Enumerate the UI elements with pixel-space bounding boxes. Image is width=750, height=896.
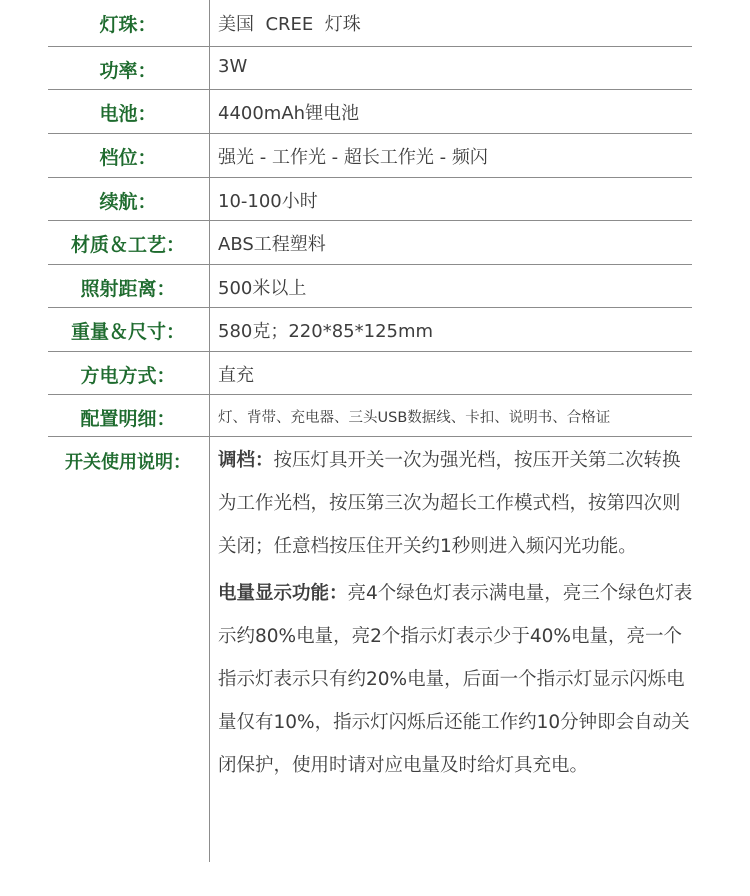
spec-value: 3W: [218, 56, 248, 77]
power-paragraph: [218, 572, 698, 787]
row-divider: [48, 307, 692, 308]
spec-key: 重量＆尺寸：: [70, 321, 185, 343]
row-divider: [48, 351, 692, 352]
spec-key: 配置明细：: [80, 408, 176, 430]
spec-key: 材质＆工艺：: [70, 234, 185, 256]
spec-key: 灯珠：: [99, 14, 157, 36]
spec-key: 照射距离：: [80, 278, 176, 300]
spec-key: 开关使用说明：: [65, 452, 191, 473]
spec-key: 功率：: [99, 60, 157, 82]
column-divider: [209, 0, 210, 862]
spec-value: 灯、背带、充电器、三头USB数据线、卡扣、说明书、合格证: [218, 410, 611, 426]
row-divider: [48, 394, 692, 395]
spec-value: ABS工程塑料: [218, 234, 326, 255]
spec-value: 580克；220*85*125mm: [218, 321, 434, 342]
gear-title: 调档：: [218, 450, 274, 471]
instructions-text: [218, 439, 698, 787]
row-divider: [48, 177, 692, 178]
spec-key: 续航：: [99, 191, 157, 213]
row-divider: [48, 89, 692, 90]
spec-key: 方电方式：: [80, 365, 176, 387]
spec-value: 直充: [218, 365, 254, 386]
row-divider: [48, 264, 692, 265]
row-divider: [48, 46, 692, 47]
row-divider: [48, 436, 692, 437]
power-title: 电量显示功能：: [218, 583, 348, 604]
power-text: 亮4个绿色灯表示满电量，亮三个绿色灯表示约80%电量，亮2个指示灯表示少于40%电量，亮一个指示灯表示只有约20%电量，后面一个指示灯显示闪烁电量仅有10%，指示灯闪烁后还能工作约10分钟即会自动关闭保护，使用时请对应电量及时给灯具充电。: [218, 583, 693, 776]
spec-key: 电池：: [99, 103, 157, 125]
gear-text: 按压灯具开关一次为强光档，按压开关第二次转换为工作光档，按压第三次为超长工作模式档，按第四次则关闭；任意档按压住开关约1秒则进入频闪光功能。: [218, 450, 681, 557]
row-divider: [48, 220, 692, 221]
spec-value: 美国 CREE 灯珠: [218, 14, 361, 35]
spec-value: 10-100小时: [218, 191, 318, 212]
spec-value: 500米以上: [218, 278, 307, 299]
gear-paragraph: [218, 439, 698, 568]
spec-value: 4400mAh锂电池: [218, 103, 360, 124]
spec-value: 强光 - 工作光 - 超长工作光 - 频闪: [218, 147, 488, 168]
spec-key: 档位：: [99, 147, 157, 169]
row-divider: [48, 133, 692, 134]
